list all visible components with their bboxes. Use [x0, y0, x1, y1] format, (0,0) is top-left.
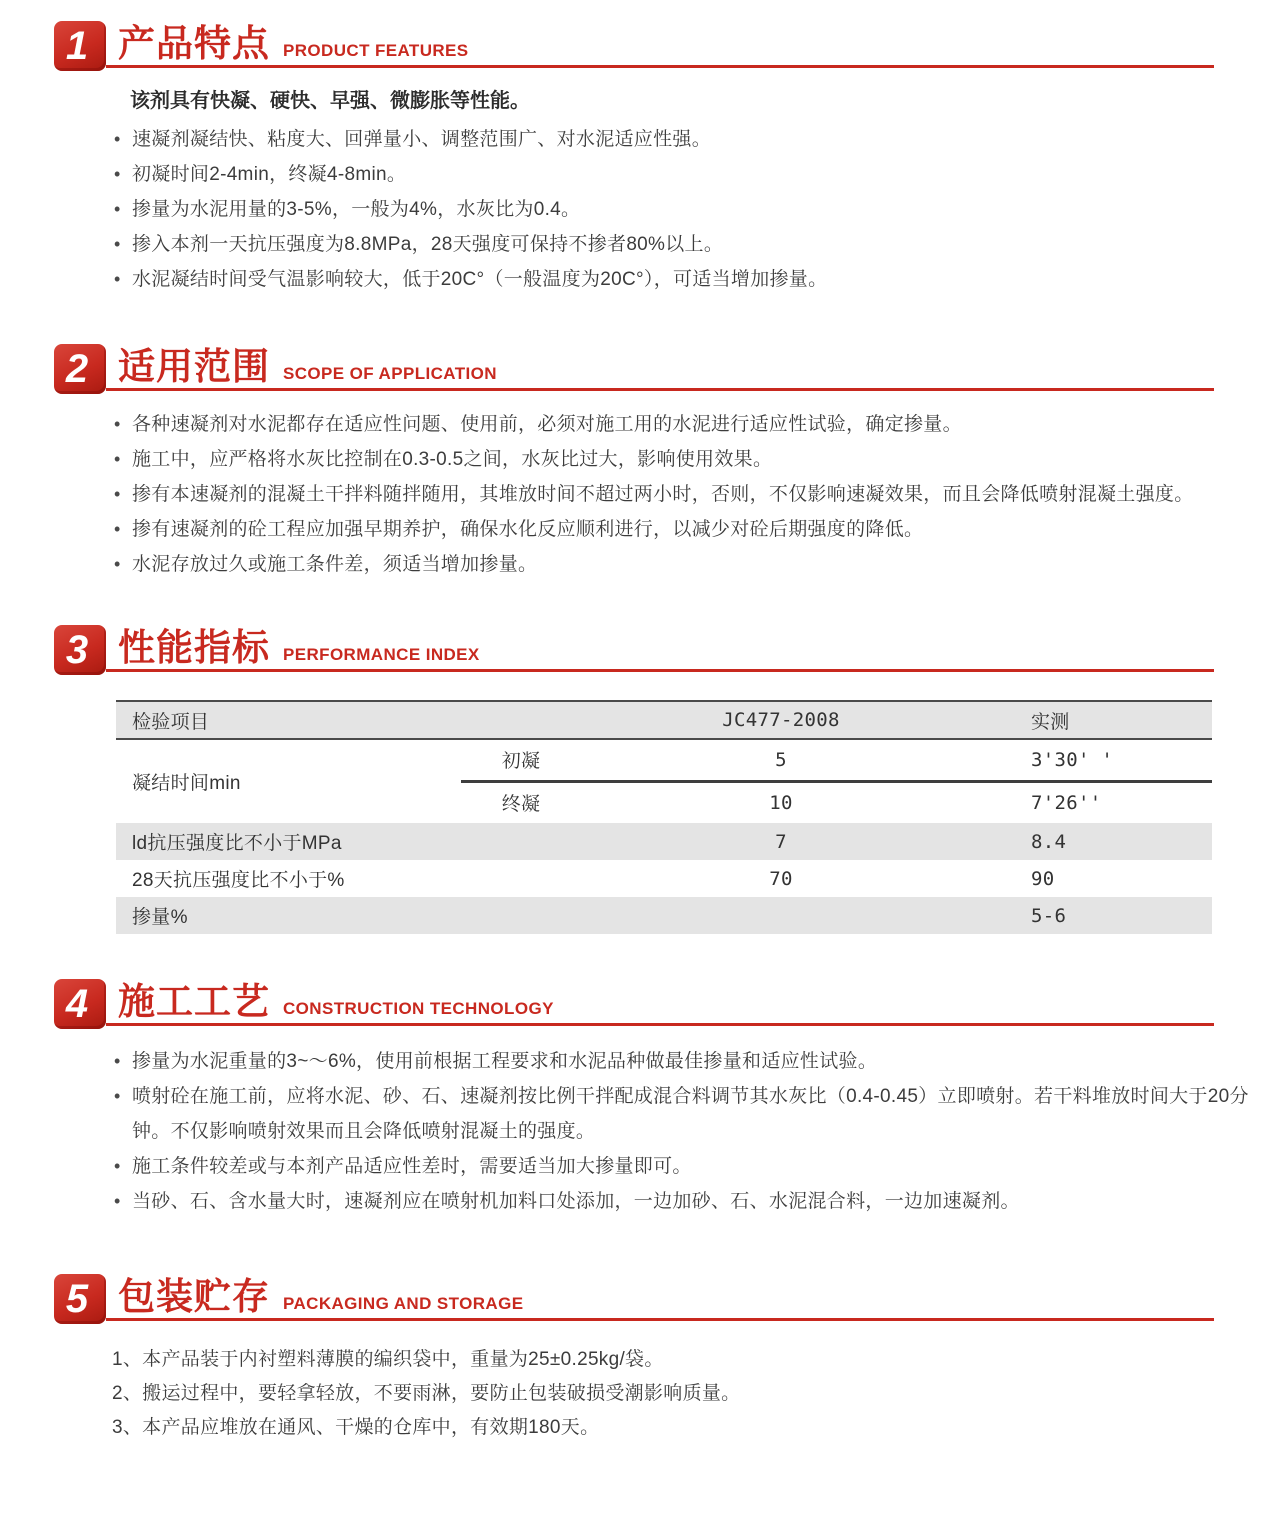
section-1-title-en: PRODUCT FEATURES: [283, 41, 469, 60]
section-3-title-zh: 性能指标: [118, 627, 270, 669]
table-cell-standard: 70: [769, 867, 793, 890]
list-item: • 掺量为水泥重量的3~～6%，使用前根据工程要求和水泥品种做最佳掺量和适应性试验。: [112, 1044, 1250, 1079]
table-header-sub: [461, 701, 581, 739]
table-row: [116, 897, 1212, 934]
section-1-title-rule: [106, 18, 1214, 68]
section-packaging-and-storage: [0, 1271, 1280, 1445]
section-5-title-en: PACKAGING AND STORAGE: [283, 1294, 524, 1313]
table-cell-standard: 10: [769, 791, 793, 814]
section-number: 4: [65, 982, 89, 1026]
table-cell-sub: 初凝: [461, 739, 581, 781]
table-cell-item: 凝结时间min: [132, 773, 241, 794]
section-scope-of-application: [0, 341, 1280, 582]
table-header-row: [116, 701, 1212, 739]
section-3-number-badge: [54, 625, 106, 675]
table-row: [116, 739, 1212, 781]
section-5-number-badge: [54, 1274, 106, 1324]
table-cell-standard: 7: [581, 823, 981, 860]
list-item: • 各种速凝剂对水泥都存在适应性问题、使用前，必须对施工用的水泥进行适应性试验，确定掺量。: [112, 407, 1250, 442]
section-performance-index: [0, 622, 1280, 934]
section-2-title-rule: [106, 341, 1214, 391]
performance-index-table: [116, 700, 1212, 934]
list-item: • 掺有速凝剂的砼工程应加强早期养护，确保水化反应顺利进行，以减少对砼后期强度的降低。: [112, 512, 1250, 547]
section-number: 3: [65, 628, 89, 672]
table-cell-measured: 5-6: [981, 897, 1212, 934]
table-cell-sub: [461, 860, 581, 897]
list-item: • 掺入本剂一天抗压强度为8.8MPa，28天强度可保持不掺者80%以上。: [112, 227, 1250, 262]
section-1-title-zh: 产品特点: [118, 23, 270, 65]
table-cell-measured: 90: [1031, 867, 1055, 890]
table-header-item: 检验项目: [116, 701, 461, 739]
section-2-title-en: SCOPE OF APPLICATION: [283, 364, 497, 383]
section-4-header: [54, 976, 1214, 1026]
section-3-title-en: PERFORMANCE INDEX: [283, 645, 480, 664]
section-4-title-en: CONSTRUCTION TECHNOLOGY: [283, 999, 554, 1018]
table-cell-standard: [581, 897, 981, 934]
section-construction-technology: [0, 976, 1280, 1219]
list-item: • 当砂、石、含水量大时，速凝剂应在喷射机加料口处添加，一边加砂、石、水泥混合料，一边加速凝剂。: [112, 1184, 1250, 1219]
table-cell-sub: 终凝: [501, 794, 541, 816]
section-4-number-badge: [54, 979, 106, 1029]
section-number: 5: [65, 1277, 89, 1321]
list-item: 2、搬运过程中，要轻拿轻放，不要雨淋，要防止包装破损受潮影响质量。: [112, 1383, 741, 1404]
list-item: • 水泥凝结时间受气温影响较大，低于20C°（一般温度为20C°），可适当增加掺量。: [112, 262, 1250, 297]
table-row: [116, 823, 1212, 860]
list-item: • 掺有本速凝剂的混凝土干拌料随拌随用，其堆放时间不超过两小时，否则，不仅影响速凝效果，而且会降低喷射混凝土强度。: [112, 477, 1250, 512]
product-features-list: [112, 122, 1250, 297]
list-item: • 施工条件较差或与本剂产品适应性差时，需要适当加大掺量即可。: [112, 1149, 1250, 1184]
section-5-title-rule: [106, 1271, 1214, 1321]
list-item: 1、本产品装于内衬塑料薄膜的编织袋中，重量为25±0.25kg/袋。: [112, 1349, 664, 1370]
list-item: • 初凝时间2-4min，终凝4-8min。: [112, 157, 1250, 192]
list-item: • 水泥存放过久或施工条件差，须适当增加掺量。: [112, 547, 1250, 582]
table-cell-item: 掺量%: [116, 897, 461, 934]
section-1-number-badge: [54, 21, 106, 71]
section-number: 2: [65, 347, 89, 391]
table-cell-standard: 5: [581, 739, 981, 781]
list-item: • 速凝剂凝结快、粘度大、回弹量小、调整范围广、对水泥适应性强。: [112, 122, 1250, 157]
list-item: • 掺量为水泥用量的3-5%，一般为4%，水灰比为0.4。: [112, 192, 1250, 227]
section-2-title-zh: 适用范围: [118, 346, 270, 388]
list-item: • 喷射砼在施工前，应将水泥、砂、石、速凝剂按比例干拌配成混合料调节其水灰比（0.4-0.45）立即喷射。若干料堆放时间大于20分钟。不仅影响喷射效果而且会降低喷射混凝土的强度。: [112, 1079, 1250, 1149]
table-cell-item: 28天抗压强度比不小于%: [132, 870, 345, 891]
list-item: 3、本产品应堆放在通风、干燥的仓库中，有效期180天。: [112, 1417, 600, 1438]
packaging-list: [112, 1343, 1250, 1445]
table-header-standard: JC477-2008: [581, 701, 981, 739]
table-cell-measured: 3'30' ': [981, 739, 1212, 781]
product-features-intro: 该剂具有快凝、硬快、早强、微膨胀等性能。: [130, 90, 530, 112]
section-4-title-rule: [106, 976, 1214, 1026]
section-2-number-badge: [54, 344, 106, 394]
table-cell-sub: [461, 897, 581, 934]
scope-list: [112, 407, 1250, 582]
table-cell-measured: 7'26'': [1031, 791, 1102, 814]
section-product-features: [0, 18, 1280, 297]
table-header-measured: 实测: [981, 701, 1212, 739]
section-2-header: [54, 341, 1214, 391]
list-item: • 施工中，应严格将水灰比控制在0.3-0.5之间，水灰比过大，影响使用效果。: [112, 442, 1250, 477]
table-cell-item: ld抗压强度比不小于MPa: [116, 823, 461, 860]
table-row: [116, 860, 1212, 897]
section-4-title-zh: 施工工艺: [118, 981, 270, 1023]
section-5-header: [54, 1271, 1214, 1321]
table-cell-measured: 8.4: [981, 823, 1212, 860]
construction-list: [112, 1044, 1250, 1219]
section-number: 1: [65, 24, 89, 68]
section-3-header: [54, 622, 1214, 672]
section-1-header: [54, 18, 1214, 68]
table-cell-sub: [461, 823, 581, 860]
section-3-title-rule: [106, 622, 1214, 672]
section-5-title-zh: 包装贮存: [118, 1276, 270, 1318]
